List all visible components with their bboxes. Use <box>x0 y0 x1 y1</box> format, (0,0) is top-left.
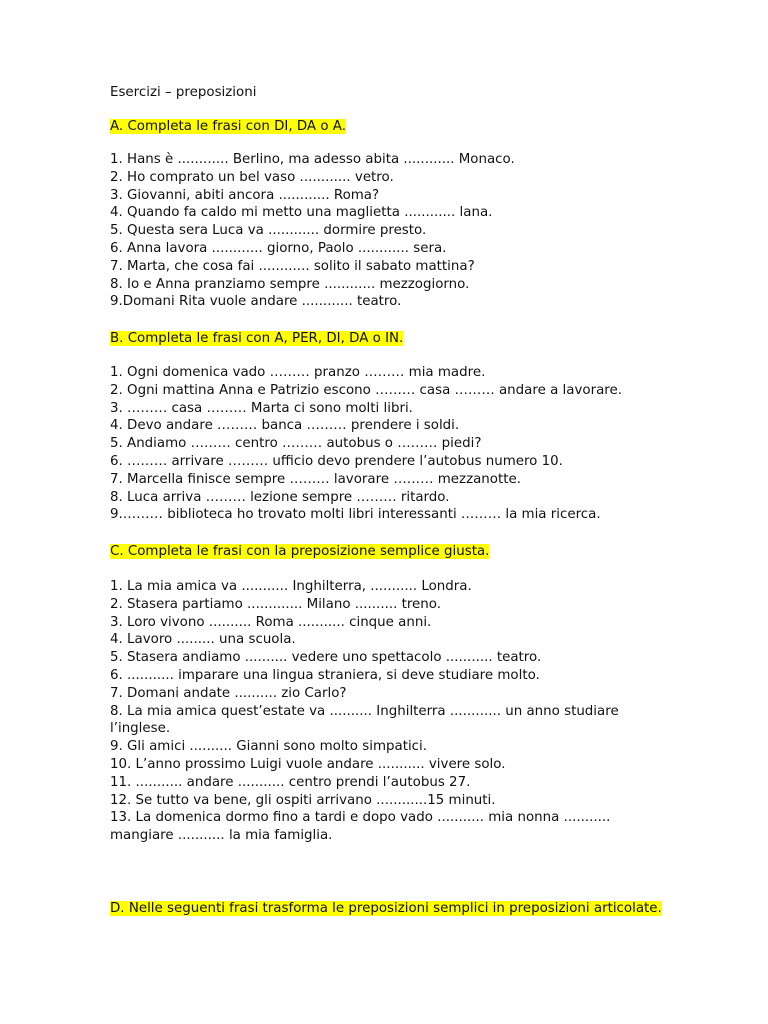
exercise-item: 5. Questa sera Luca va ............ dormire presto. <box>110 223 427 239</box>
section-heading-text: D. Nelle seguenti frasi trasforma le preposizioni semplici in preposizioni articolate. <box>110 901 662 916</box>
exercise-item: 7. Marta, che cosa fai ............ solito il sabato mattina? <box>110 258 475 274</box>
document-title: Esercizi – preposizioni <box>110 85 257 100</box>
exercise-item: 4. Quando fa caldo mi metto una maglietta ............ lana. <box>110 205 493 221</box>
exercise-item: 9. Gli amici .......... Gianni sono molto simpatici. <box>110 739 428 755</box>
exercise-item: 2. Stasera partiamo ............. Milano .......... treno. <box>110 596 441 612</box>
section-a-heading <box>110 118 666 136</box>
section-c-heading <box>110 543 666 561</box>
exercise-item: 4. Lavoro ......... una scuola. <box>110 632 296 648</box>
exercise-item: 9.……… biblioteca ho trovato molti libri interessanti ……… la mia ricerca. <box>110 507 601 523</box>
section-a-items <box>110 151 666 311</box>
exercise-item: 7. Domani andate .......... zio Carlo? <box>110 685 347 701</box>
exercise-item: 7. Marcella finisce sempre ……… lavorare ……… mezzanotte. <box>110 471 521 487</box>
exercise-item: 6. ........... imparare una lingua straniera, si deve studiare molto. <box>110 667 540 683</box>
exercise-item: 6. Anna lavora ............ giorno, Paolo ............ sera. <box>110 240 447 256</box>
section-heading-text: A. Completa le frasi con DI, DA o A. <box>110 119 346 134</box>
exercise-item: 3. Giovanni, abiti ancora ............ Roma? <box>110 187 380 203</box>
exercise-item: 1. La mia amica va ........... Inghilterra, ........... Londra. <box>110 579 472 594</box>
exercise-item: 4. Devo andare ……… banca ……… prendere i soldi. <box>110 418 460 434</box>
exercise-item: 11. ........... andare ........... centro prendi l’autobus 27. <box>110 774 471 790</box>
exercise-item: 8. La mia amica quest’estate va .......... Inghilterra ............ un anno studiare l’inglese. <box>110 703 619 737</box>
section-b-heading <box>110 330 666 348</box>
exercise-item: 12. Se tutto va bene, gli ospiti arrivano ............15 minuti. <box>110 792 496 808</box>
exercise-item: 2. Ho comprato un bel vaso ............ vetro. <box>110 169 394 185</box>
section-heading-text: B. Completa le frasi con A, PER, DI, DA o IN. <box>110 331 404 346</box>
exercise-item: 8. Io e Anna pranziamo sempre ............ mezzogiorno. <box>110 276 470 292</box>
exercise-item: 3. Loro vivono .......... Roma ........... cinque anni. <box>110 614 432 630</box>
exercise-item: 3. ……… casa ……… Marta ci sono molti libri. <box>110 400 413 416</box>
exercise-item: 2. Ogni mattina Anna e Patrizio escono ……… casa ……… andare a lavorare. <box>110 382 622 398</box>
exercise-item: 5. Andiamo ……… centro ……… autobus o ……… piedi? <box>110 436 482 452</box>
exercise-item: 6. ……… arrivare ……… ufficio devo prendere l’autobus numero 10. <box>110 453 563 469</box>
section-heading-text: C. Completa le frasi con la preposizione semplice giusta. <box>110 544 490 559</box>
exercise-item: 1. Hans è ............ Berlino, ma adesso abita ............ Monaco. <box>110 152 515 167</box>
exercise-item: 1. Ogni domenica vado ……… pranzo ……… mia madre. <box>110 365 486 380</box>
exercise-item: 8. Luca arriva ……… lezione sempre ……… ritardo. <box>110 489 450 505</box>
exercise-item: 9.Domani Rita vuole andare ............ teatro. <box>110 294 402 310</box>
section-b-items <box>110 364 666 524</box>
section-d-heading <box>110 900 666 918</box>
exercise-item: 5. Stasera andiamo .......... vedere uno spettacolo ........... teatro. <box>110 650 542 666</box>
exercise-item: 10. L’anno prossimo Luigi vuole andare ........... vivere solo. <box>110 756 506 772</box>
exercise-item: 13. La domenica dormo fino a tardi e dopo vado ........... mia nonna ........... mangiare ........... la mia famiglia. <box>110 810 611 844</box>
section-c-items <box>110 578 666 845</box>
